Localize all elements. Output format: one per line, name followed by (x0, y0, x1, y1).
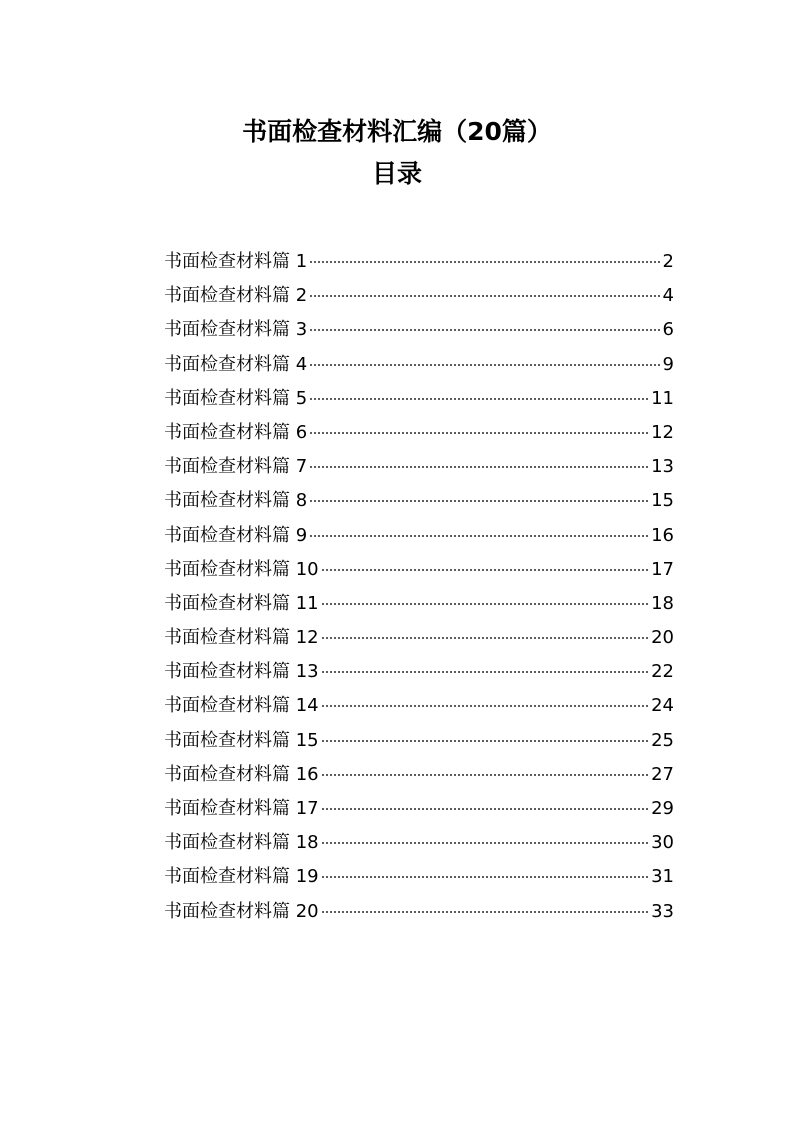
toc-entry-label: 书面检查材料篇 15 (164, 729, 319, 751)
toc-dot-leader (309, 500, 649, 502)
toc-entry-page-number: 13 (651, 456, 674, 478)
toc-entry[interactable] (164, 758, 674, 792)
toc-entry-label: 书面检查材料篇 6 (164, 421, 308, 443)
toc-entry-page-number: 4 (662, 285, 674, 307)
toc-entry[interactable] (164, 587, 674, 621)
toc-entry-page-number: 2 (662, 251, 674, 272)
toc-entry-page-number: 6 (662, 319, 674, 341)
toc-entry-page-number: 33 (651, 900, 674, 922)
toc-dot-leader (321, 876, 649, 878)
toc-entry-label: 书面检查材料篇 12 (164, 627, 319, 649)
toc-dot-leader (309, 329, 660, 331)
toc-entry[interactable] (164, 895, 674, 929)
toc-entry[interactable] (164, 484, 674, 518)
toc-entry-page-number: 11 (651, 387, 674, 409)
toc-dot-leader (309, 398, 649, 400)
toc-dot-leader (309, 535, 649, 537)
toc-entry-page-number: 12 (651, 421, 674, 443)
toc-heading: 目录 (371, 159, 422, 188)
toc-entry[interactable] (164, 279, 674, 313)
toc-dot-leader (321, 740, 649, 742)
toc-entry-label: 书面检查材料篇 7 (164, 456, 308, 478)
toc-entry-label: 书面检查材料篇 16 (164, 763, 319, 785)
toc-entry-label: 书面检查材料篇 8 (164, 490, 308, 512)
toc-entry[interactable] (164, 382, 674, 416)
toc-entry[interactable] (164, 450, 674, 484)
toc-entry-page-number: 31 (651, 866, 674, 888)
toc-entry-label: 书面检查材料篇 17 (164, 798, 319, 819)
toc-entry[interactable] (164, 245, 674, 279)
toc-dot-leader (321, 705, 649, 707)
toc-entry-label: 书面检查材料篇 3 (164, 319, 308, 341)
toc-dot-leader (309, 466, 649, 468)
toc-entry[interactable] (164, 792, 674, 826)
toc-entry[interactable] (164, 689, 674, 723)
toc-dot-leader (321, 774, 649, 776)
toc-dot-leader (309, 295, 660, 297)
toc-entry-label: 书面检查材料篇 13 (164, 661, 319, 683)
toc-entry-label: 书面检查材料篇 11 (164, 592, 319, 614)
toc-entry-page-number: 16 (651, 524, 674, 546)
toc-dot-leader (321, 603, 649, 605)
toc-entry-page-number: 30 (651, 832, 674, 854)
toc-dot-leader (321, 808, 649, 810)
toc-entry-label: 书面检查材料篇 19 (164, 866, 319, 888)
toc-entry[interactable] (164, 621, 674, 655)
toc-entry-page-number: 18 (651, 592, 674, 614)
toc-entry-page-number: 22 (651, 661, 674, 683)
toc-entry[interactable] (164, 553, 674, 587)
toc-entry[interactable] (164, 655, 674, 689)
toc-entry-label: 书面检查材料篇 2 (164, 285, 308, 307)
toc-entry[interactable] (164, 724, 674, 758)
toc-entry-label: 书面检查材料篇 4 (164, 353, 308, 375)
toc-entry-label: 书面检查材料篇 1 (164, 251, 308, 272)
toc-dot-leader (321, 911, 649, 913)
toc-entry-label: 书面检查材料篇 10 (164, 558, 319, 580)
toc-dot-leader (321, 569, 649, 571)
toc-entry-page-number: 27 (651, 763, 674, 785)
toc-entry-label: 书面检查材料篇 14 (164, 695, 319, 717)
toc-entry-page-number: 24 (651, 695, 674, 717)
toc-entry[interactable] (164, 826, 674, 860)
toc-entry[interactable] (164, 313, 674, 347)
toc-dot-leader (321, 637, 649, 639)
toc-entry-page-number: 9 (662, 353, 674, 375)
toc-entry[interactable] (164, 416, 674, 450)
toc-entry-label: 书面检查材料篇 18 (164, 832, 319, 854)
table-of-contents (164, 245, 674, 929)
toc-entry-page-number: 20 (651, 627, 674, 649)
toc-entry-label: 书面检查材料篇 20 (164, 900, 319, 922)
toc-entry-label: 书面检查材料篇 5 (164, 387, 308, 409)
toc-entry-label: 书面检查材料篇 9 (164, 524, 308, 546)
toc-dot-leader (309, 261, 660, 263)
toc-dot-leader (321, 671, 649, 673)
toc-entry[interactable] (164, 348, 674, 382)
toc-entry[interactable] (164, 860, 674, 894)
toc-dot-leader (309, 364, 660, 366)
toc-dot-leader (321, 842, 649, 844)
toc-entry-page-number: 29 (651, 798, 674, 819)
toc-entry-page-number: 25 (651, 729, 674, 751)
toc-entry-page-number: 15 (651, 490, 674, 512)
toc-entry[interactable] (164, 519, 674, 553)
toc-dot-leader (309, 432, 649, 434)
toc-entry-page-number: 17 (651, 558, 674, 580)
document-title: 书面检查材料汇编（20篇） (242, 117, 552, 146)
